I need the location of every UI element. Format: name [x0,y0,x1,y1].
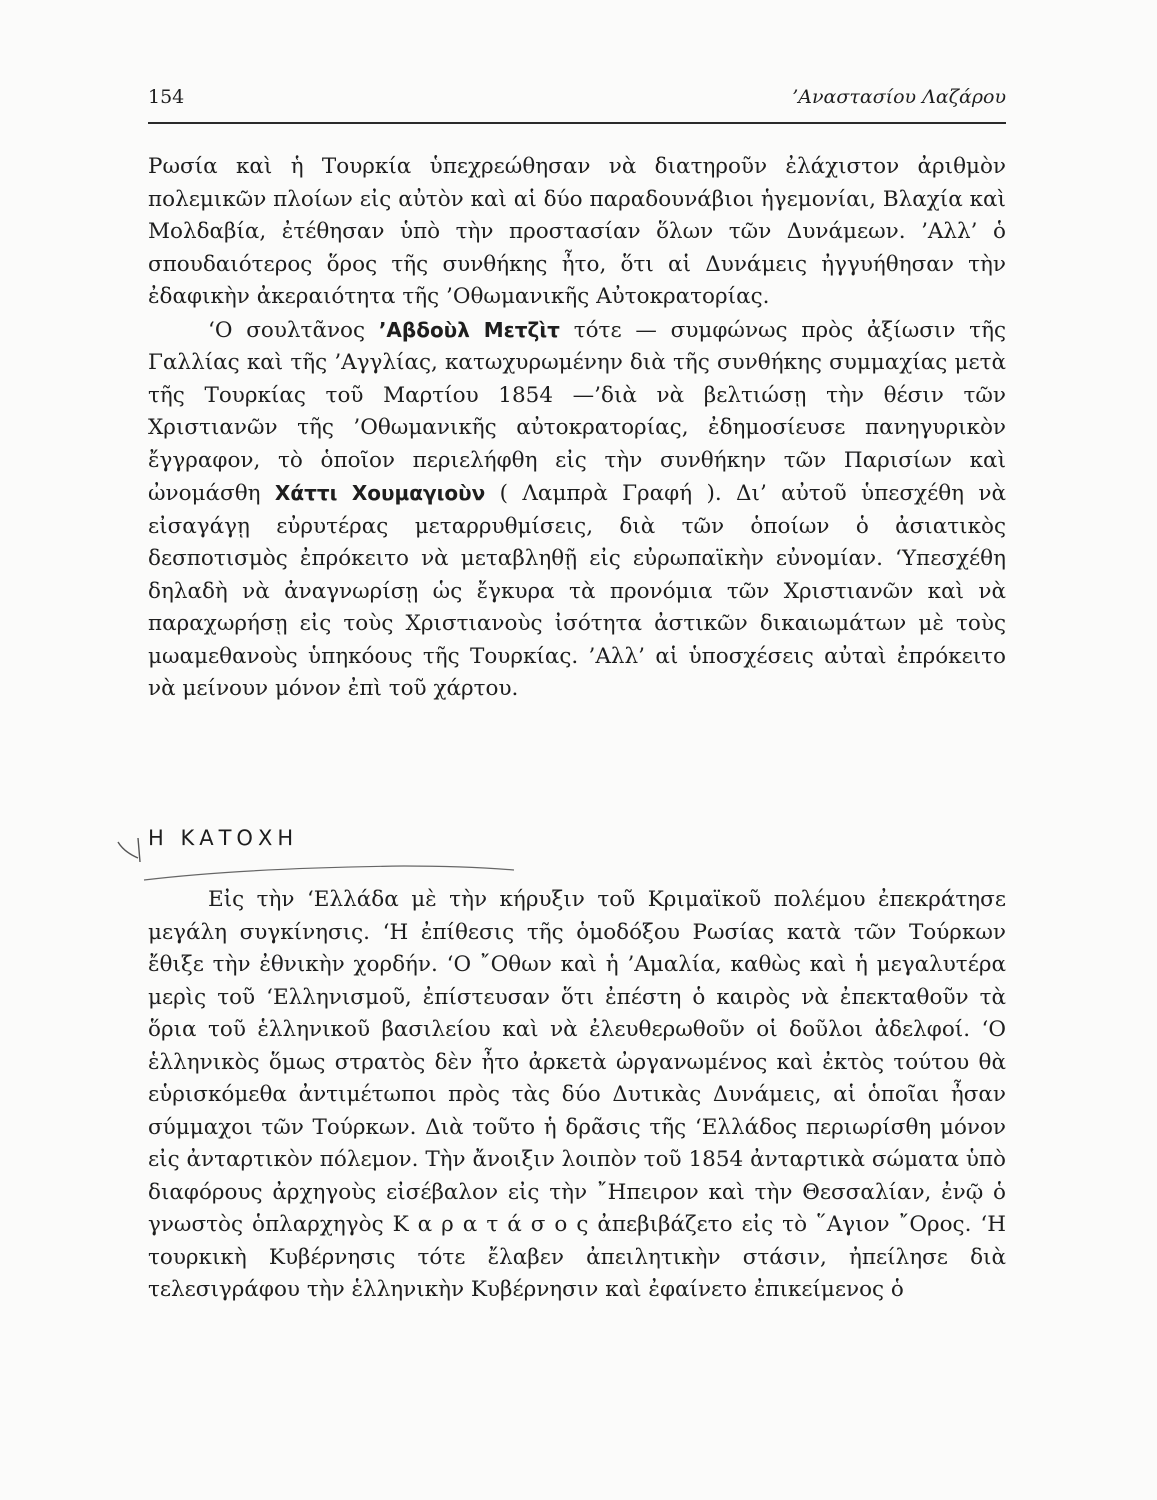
paragraph-2-text: Εἰς τὴν ‘Ελλάδα μὲ τὴν κήρυξιν τοῦ Κριμαϊκοῦ πολέμου ἐπεκράτησε μεγάλη συγκίνησις. ‘Η ἐπίθεσις τῆς ὁμοδόξου Ρωσίας κατὰ τῶν Τούρκων ἔθιξε τὴν ἐθνικὴν χορδήν. ‘Ο ῎Οθων καὶ ἡ ’Αμαλία, καθὼς καὶ ἡ μεγαλυτέρα μερὶς τοῦ ‘Ελληνισμοῦ, ἐπίστευσαν ὅτι ἐπέστη ὁ καιρὸς νὰ ἐπεκταθοῦν τὰ ὅρια τοῦ ἑλληνικοῦ βασιλείου καὶ νὰ ἐλευθερωθοῦν οἱ δοῦλοι ἀδελφοί. ‘Ο ἑλληνικὸς ὅμως στρατὸς δὲν ἦτο ἀρκετὰ ὠργανωμένος καὶ ἐκτὸς τούτου θὰ εὑρισκόμεθα ἀντιμέτωποι πρὸς τὰς δύο Δυτικὰς Δυνάμεις, αἱ ὁποῖαι ἦσαν σύμμαχοι τῶν Τούρκων. Διὰ τοῦτο ἡ δρᾶσις τῆς ‘Ελλάδος περιωρίσθη μόνον εἰς ἀνταρτικὸν πόλεμον. Τὴν ἄνοιξιν λοιπὸν τοῦ 1854 ἀνταρτικὰ σώματα ὑπὸ διαφόρους ἀρχηγοὺς εἰσέβαλον εἰς τὴν ῎Ηπειρον καὶ τὴν Θεσσαλίαν, ἐνῷ ὁ γνωστὸς ὁπλαρχηγὸς Κ α ρ α τ ά σ ο ς ἀπεβιβάζετο εἰς τὸ ῞Αγιον ῎Ορος. ‘Η τουρκικὴ Κυβέρνησις τότε ἔλαβεν ἀπειλητικὴν στάσιν, ἠπείλησε διὰ τελεσιγράφου τὴν ἑλληνικὴν Κυβέρνησιν καὶ ἐφαίνετο ἐπικείμενος ὁ [148,887,1006,1302]
paragraph-1-part-b-start: ‘Ο σουλτᾶνος [208,317,366,343]
name-abdul-mecit: ’Αβδοὺλ Μετζὶτ [378,317,560,342]
paragraph-1-text [148,151,1006,314]
paragraph-1-part-a: Ρωσία καὶ ἡ Τουρκία ὑπεχρεώθησαν νὰ διατηροῦν ἐλάχιστον ἀριθμὸν πολεμικῶν πλοίων εἰς αὐτὸν καὶ αἱ δύο παραδουνάβιοι ἡγεμονίαι, Βλαχία καὶ Μολδαβία, ἐτέθησαν ὑπὸ τὴν προστασίαν ὅλων τῶν Δυνάμεων. ’Αλλ’ ὁ σπουδαιότερος ὅρος τῆς συνθήκης ἦτο, ὅτι αἱ Δυνάμεις ἠγγυήθησαν τὴν ἐδαφικὴν ἀκεραιότητα τῆς ’Οθωμανικῆς Αὐτοκρατορίας. [148,154,1006,309]
running-head [148,86,1006,116]
page-number: 154 [148,86,185,108]
header-rule [148,122,1006,124]
paragraph-1-continuation [148,314,1006,706]
running-title: ’Αναστασίου Λαζάρου [792,86,1006,108]
paragraph-1-part-b-mid: τότε — συμφώνως πρὸς ἀξίωσιν τῆς Γαλλίας καὶ τῆς ’Αγγλίας, κατωχυρωμένην διὰ τῆς συνθήκης συμμαχίας μετὰ τῆς Τουρκίας τοῦ Μαρτίου 1854 —’διὰ νὰ βελτιώσῃ τὴν θέσιν τῶν Χριστιανῶν τῆς ’Οθωμανικῆς αὐτοκρατορίας, ἐδημοσίευσε πανηγυρικὸν ἔγγραφον, τὸ ὁποῖον περιελήφθη εἰς τὴν συνθήκην τῶν Παρισίων καὶ ὠνομάσθη [148,317,1006,506]
paragraph-2 [148,884,1006,1307]
paragraph-1-part-b-end: ( Λαμπρὰ Γραφή ). Δι’ αὐτοῦ ὑπεσχέθη νὰ εἰσαγάγῃ εὐρυτέρας μεταρρυθμίσεις, διὰ τῶν ὁποίων ὁ ἀσιατικὸς δεσποτισμὸς ἐπρόκειτο νὰ μεταβληθῇ εἰς εὐρωπαϊκὴν εὐνομίαν. ‘Υπεσχέθη δηλαδὴ νὰ ἀναγνωρίσῃ ὡς ἔγκυρα τὰ προνόμια τῶν Χριστιανῶν καὶ νὰ παραχωρήσῃ εἰς τοὺς Χριστιανοὺς ἰσότητα ἀστικῶν δικαιωμάτων μὲ τοὺς μωαμεθανοὺς ὑπηκόους τῆς Τουρκίας. ’Αλλ’ αἱ ὑποσχέσεις αὐταὶ ἐπρόκειτο νὰ μείνουν μόνον ἐπὶ τοῦ χάρτου. [148,481,1006,701]
name-hatti-humayun: Χάττι Χουμαγιοὺν [274,481,486,505]
section-heading: Η ΚΑΤΟΧΗ [148,826,299,850]
paragraph-1 [148,151,1006,706]
